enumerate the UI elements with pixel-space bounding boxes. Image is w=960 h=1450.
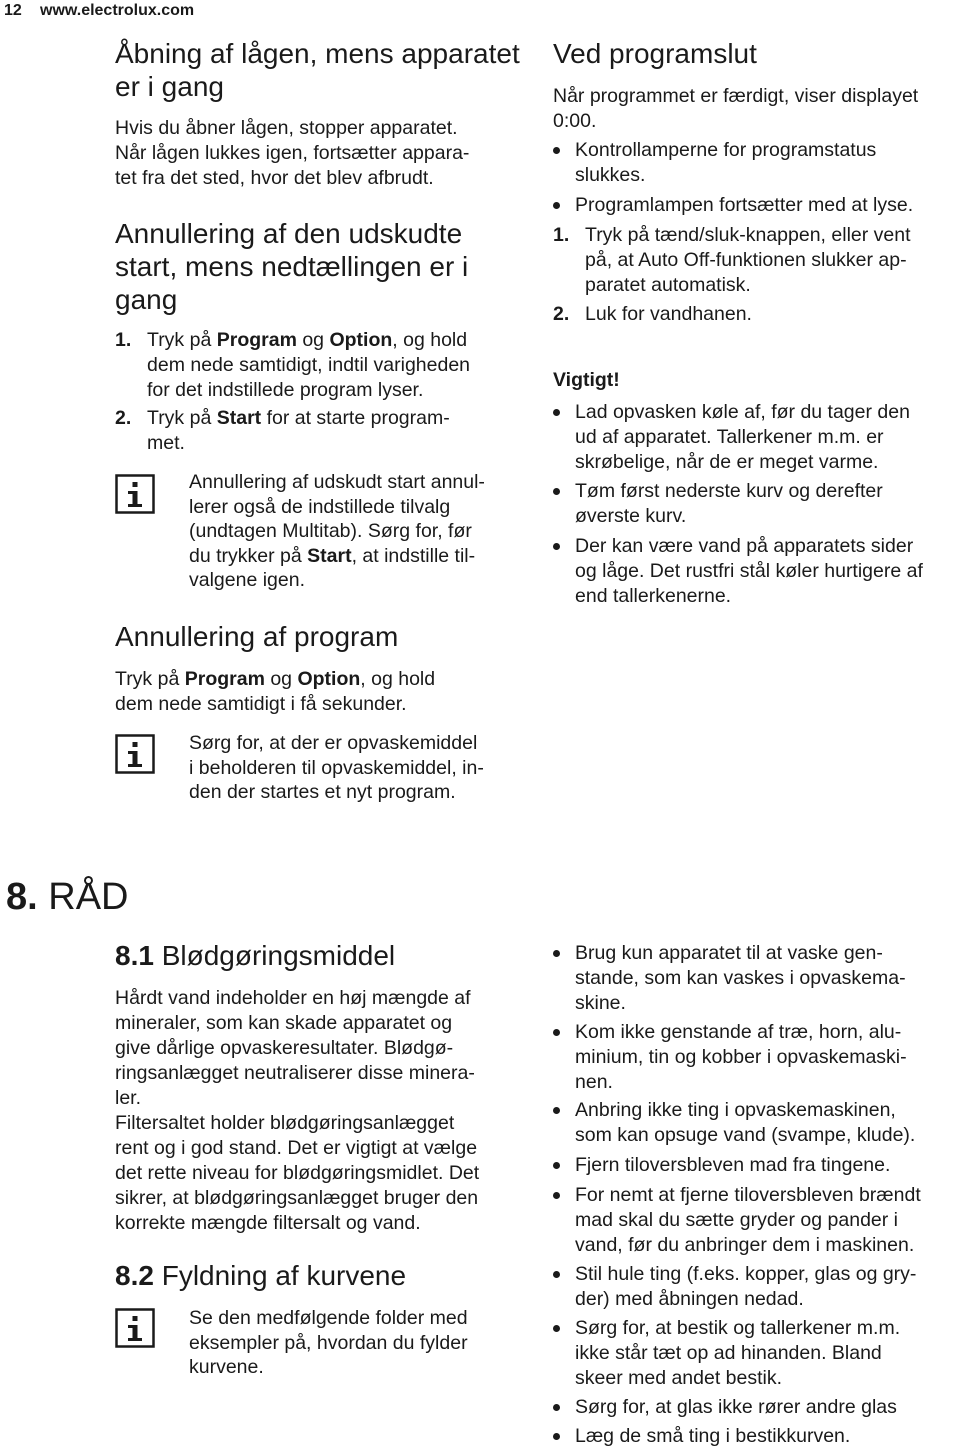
bullet-item: Brug kun apparatet til at vaske gen- stande, som kan vaskes i opvaskema- skine. bbox=[553, 941, 953, 1016]
bullet-dot bbox=[553, 1404, 560, 1411]
bullet-item: Sørg for, at bestik og tallerkener m.m. ikke står tæt op ad hinanden. Bland skeer med andet bestik. bbox=[553, 1316, 953, 1391]
bullet-dot bbox=[553, 202, 560, 209]
section-body-softener: Hårdt vand indeholder en høj mængde af mineraler, som kan skade apparatet og give dårlige opvaskeresultater. Blødgø- ringsanlægget neutraliserer disse minera- ler. Filtersaltet holder blødgøringsanlægget rent og i god stand. Det er vigtigt at vælge det rette niveau for blødgøringsmidlet. Det sikrer, at blødgøringsanlægget bruger den korrekte mængde filtersalt og vand. bbox=[115, 987, 480, 1234]
bullet-item: Sørg for, at glas ikke rører andre glas bbox=[553, 1395, 953, 1420]
bullet-dot bbox=[553, 1107, 560, 1114]
info-note-delay: Annullering af udskudt start annul- lerer også de indstillede tilvalg (undtagen Multitab). Sørg for, før du trykker på Start, at indstille til- valgene igen. bbox=[189, 471, 485, 591]
header-url[interactable]: www.electrolux.com bbox=[40, 2, 195, 19]
section-title-cancel-delay: Annullering af den udskudte start, mens nedtællingen er i gang bbox=[115, 218, 469, 315]
bullet-item: Tøm først nederste kurv og derefter øverste kurv. bbox=[553, 479, 953, 529]
bullet-dot bbox=[553, 1433, 560, 1440]
info-note-detergent: Sørg for, at der er opvaskemiddel i beholderen til opvaskemiddel, in- den der startes et nyt program. bbox=[189, 732, 484, 803]
program-end-intro: Når programmet er færdigt, viser displayet 0:00. bbox=[553, 85, 919, 132]
step-item: 2. Tryk på Start for at starte program- met. bbox=[115, 407, 450, 454]
page-number: 12 bbox=[4, 2, 22, 19]
section-body-door-open: Hvis du åbner lågen, stopper apparatet. Når lågen lukkes igen, fortsætter appara- tet fra det sted, hvor det blev afbrudt. bbox=[115, 117, 470, 189]
info-note-basket: Se den medfølgende folder med eksempler på, hvordan du fylder kurvene. bbox=[189, 1307, 468, 1378]
section-body-cancel-program: Tryk på Program og Option, og hold dem nede samtidigt i få sekunder. bbox=[115, 668, 436, 715]
info-icon bbox=[115, 1308, 155, 1348]
bullet-dot bbox=[553, 488, 560, 495]
bullet-dot bbox=[553, 147, 560, 154]
info-icon bbox=[115, 734, 155, 774]
bullet-item: Lad opvasken køle af, før du tager den ud af apparatet. Tallerkener m.m. er skrøbelige, når de er meget varme. bbox=[553, 400, 953, 475]
important-label: Vigtigt! bbox=[553, 369, 620, 391]
bullet-dot bbox=[553, 1162, 560, 1169]
step-item: 2. Luk for vandhanen. bbox=[553, 303, 752, 325]
bullet-item: Fjern tiloversbleven mad fra tingene. bbox=[553, 1153, 953, 1178]
bullet-item: Kom ikke genstande af træ, horn, alu- minium, tin og kobber i opvaskemaski- nen. bbox=[553, 1020, 953, 1095]
section-title-softener: 8.1 Blødgøringsmiddel bbox=[115, 940, 396, 971]
step-item: 1. Tryk på Program og Option, og hold dem nede samtidigt, indtil varigheden for det indstillede program lyser. bbox=[115, 329, 471, 401]
bullet-item: Læg de små ting i bestikkurven. bbox=[553, 1424, 953, 1449]
bullet-item: Stil hule ting (f.eks. kopper, glas og gry- der) med åbningen nedad. bbox=[553, 1262, 953, 1312]
bullet-dot bbox=[553, 1271, 560, 1278]
chapter-heading: 8. RÅD bbox=[6, 876, 129, 918]
section-title-door-open: Åbning af lågen, mens apparatet er i gang bbox=[115, 38, 520, 102]
section-title-cancel-program: Annullering af program bbox=[115, 621, 399, 652]
section-title-basket-loading: 8.2 Fyldning af kurvene bbox=[115, 1260, 407, 1291]
bullet-item: Kontrollamperne for programstatus slukkes. bbox=[553, 138, 953, 188]
bullet-dot bbox=[553, 409, 560, 416]
bullet-dot bbox=[553, 1029, 560, 1036]
bullet-item: For nemt at fjerne tiloversbleven brændt mad skal du sætte gryder og pander i vand, før du anbringer dem i maskinen. bbox=[553, 1183, 953, 1258]
bullet-item: Programlampen fortsætter med at lyse. bbox=[553, 193, 953, 218]
bullet-dot bbox=[553, 543, 560, 550]
bullet-dot bbox=[553, 950, 560, 957]
bullet-dot bbox=[553, 1192, 560, 1199]
step-item: 1. Tryk på tænd/sluk-knappen, eller vent på, at Auto Off-funktionen slukker ap- paratet automatisk. bbox=[553, 224, 911, 296]
section-title-program-end: Ved programslut bbox=[553, 38, 757, 69]
info-icon bbox=[115, 474, 155, 514]
bullet-dot bbox=[553, 1325, 560, 1332]
bullet-item: Der kan være vand på apparatets sider og låge. Det rustfri stål køler hurtigere af end tallerkenerne. bbox=[553, 534, 953, 609]
bullet-item: Anbring ikke ting i opvaskemaskinen, som kan opsuge vand (svampe, klude). bbox=[553, 1098, 953, 1148]
